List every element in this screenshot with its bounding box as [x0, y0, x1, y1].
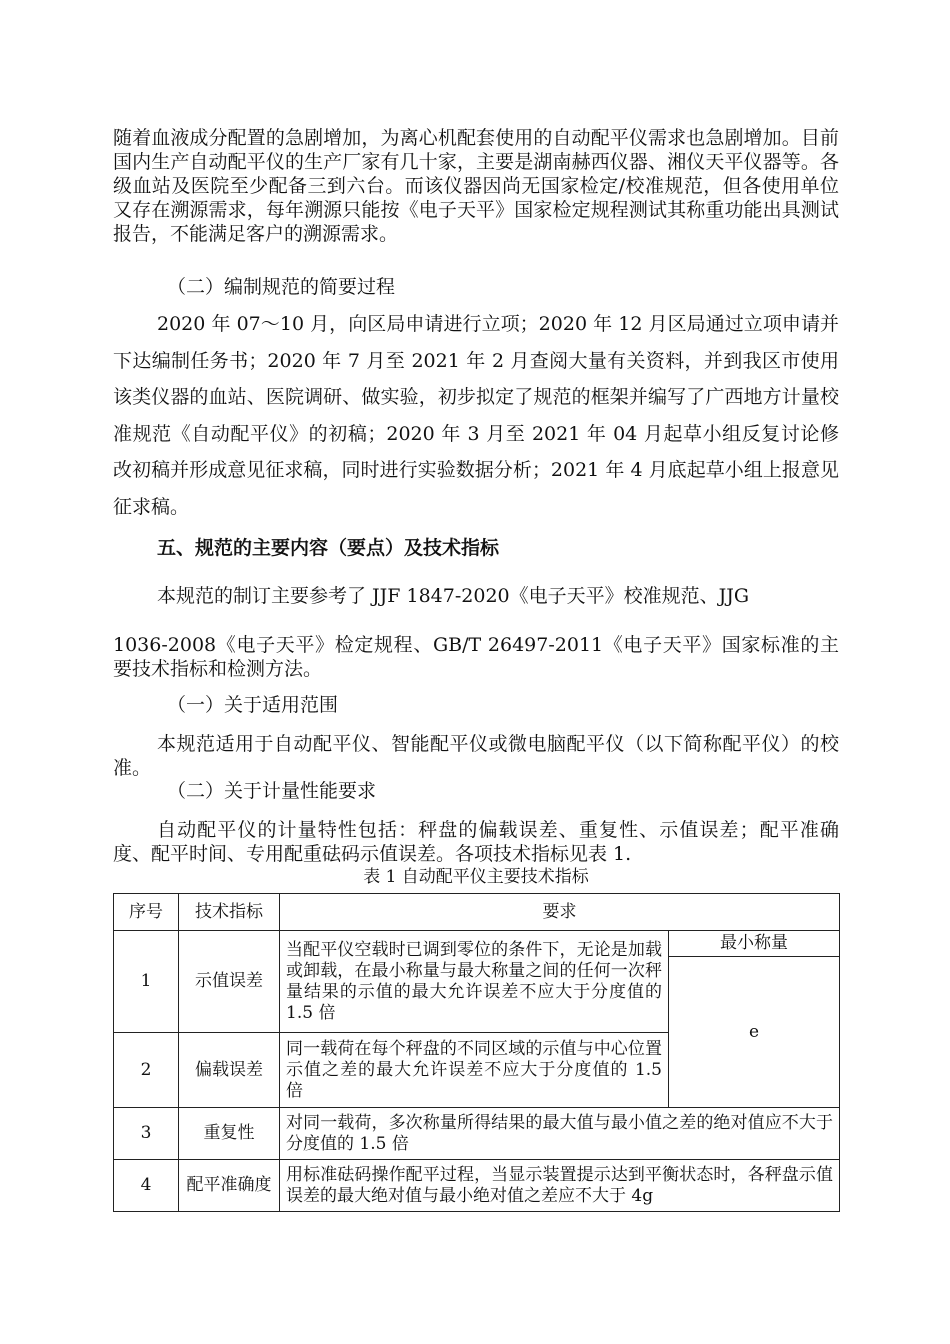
row-item: 配平准确度: [179, 1160, 280, 1212]
row-requirement: 用标准砝码操作配平过程，当显示装置提示达到平衡状态时，各秤盘示值误差的最大绝对值与最小绝对值之差应不大于 4g: [280, 1160, 840, 1212]
row-requirement: 对同一载荷，多次称量所得结果的最大值与最小值之差的绝对值应不大于分度值的 1.5 倍: [280, 1108, 840, 1160]
row-requirement: 同一载荷在每个秤盘的不同区域的示值与中心位置示值之差的最大允许误差不应大于分度值的 1.5 倍: [280, 1033, 669, 1108]
table-header-row: [114, 894, 840, 931]
tech-spec-table: [113, 893, 840, 1212]
table-row: [114, 1160, 840, 1212]
paragraph-background: 随着血液成分配置的急剧增加，为离心机配套使用的自动配平仪需求也急剧增加。目前国内生产自动配平仪的生产厂家有几十家，主要是湖南赫西仪器、湘仪天平仪器等。各级血站及医院至少配备三到六台。而该仪器因尚无国家检定/校准规范，但各使用单位又存在溯源需求，每年溯源只能按《电子天平》国家检定规程测试其称重功能出具测试报告，不能满足客户的溯源需求。: [113, 127, 839, 245]
heading-scope: （一）关于适用范围: [167, 694, 339, 716]
row-no: 3: [114, 1108, 179, 1160]
paragraph-references-line1: 本规范的制订主要参考了 JJF 1847-2020《电子天平》校准规范、JJG: [157, 585, 750, 607]
table-row: [114, 1108, 840, 1160]
row-item: 偏载误差: [179, 1033, 280, 1108]
header-no: 序号: [114, 894, 179, 931]
e-value-cell: e: [669, 957, 840, 1108]
paragraph-scope: 本规范适用于自动配平仪、智能配平仪或微电脑配平仪（以下简称配平仪）的校准。: [113, 733, 839, 779]
heading-compilation-process: （二）编制规范的简要过程: [167, 276, 396, 298]
paragraph-references-line2: 1036-2008《电子天平》检定规程、GB/T 26497-2011《电子天平》国家标准的主要技术指标和检测方法。: [113, 634, 839, 680]
row-item: 重复性: [179, 1108, 280, 1160]
table-caption: 表 1 自动配平仪主要技术指标: [363, 867, 589, 887]
table-row: [114, 931, 840, 957]
paragraph-process: 2020 年 07～10 月，向区局申请进行立项；2020 年 12 月区局通过立项申请并下达编制任务书；2020 年 7 月至 2021 年 2 月查阅大量有关资料，并到我区市使用该类仪器的血站、医院调研、做实验，初步拟定了规范的框架并编写了广西地方计量校准规范《自动配平仪》的初稿；2020 年 3 月至 2021 年 04 月起草小组反复讨论修改初稿并形成意见征求稿，同时进行实验数据分析；2021 年 4 月底起草小组上报意见征求稿。: [113, 313, 839, 518]
header-item: 技术指标: [179, 894, 280, 931]
heading-section-five: 五、规范的主要内容（要点）及技术指标: [157, 537, 500, 559]
row-item: 示值误差: [179, 931, 280, 1033]
header-requirement: 要求: [280, 894, 840, 931]
row-no: 2: [114, 1033, 179, 1108]
paragraph-metrology: 自动配平仪的计量特性包括：秤盘的偏载误差、重复性、示值误差；配平准确度、配平时间、专用配重砝码示值误差。各项技术指标见表 1.: [113, 819, 839, 865]
heading-metrology: （二）关于计量性能要求: [167, 780, 377, 802]
row-requirement: 当配平仪空载时已调到零位的条件下，无论是加载或卸载，在最小称量与最大称量之间的任何一次秤量结果的示值的最大允许误差不应大于分度值的 1.5 倍: [280, 931, 669, 1033]
row-no: 4: [114, 1160, 179, 1212]
min-capacity-label: 最小称量: [669, 931, 840, 957]
row-no: 1: [114, 931, 179, 1033]
